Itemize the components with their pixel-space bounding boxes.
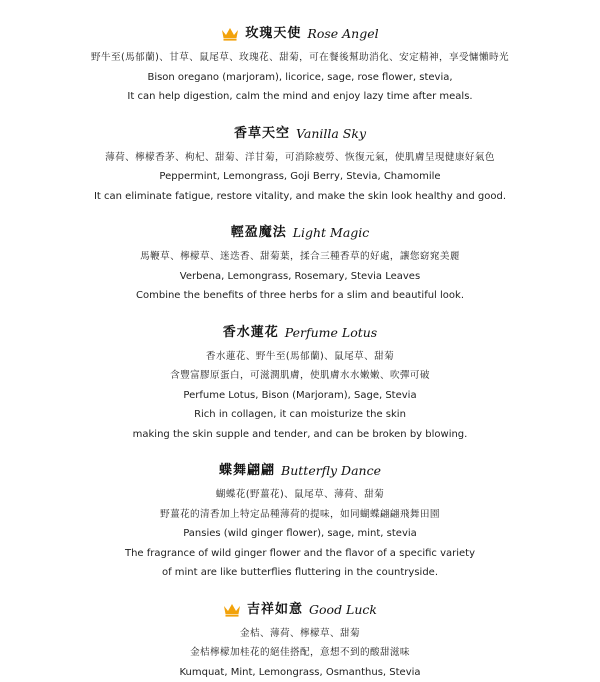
item-line: 含豐富膠原蛋白，可滋潤肌膚，使肌膚水水嫩嫩、吹彈可破 bbox=[0, 366, 600, 386]
item-line: 野牛至(馬郁蘭)、甘草、鼠尾草、玫瑰花、甜菊，可在餐後幫助消化、安定精神，享受慵懶時光 bbox=[0, 48, 600, 68]
menu-item-vanilla-sky bbox=[0, 122, 600, 207]
title-zh: 輕盈魔法 bbox=[231, 221, 287, 245]
item-title bbox=[0, 221, 600, 245]
item-line: It can eliminate fatigue, restore vitality, and make the skin look healthy and good. bbox=[0, 187, 600, 207]
menu-item-rose-angel bbox=[0, 22, 600, 107]
title-en: Good Luck bbox=[309, 598, 377, 622]
crown-icon bbox=[223, 603, 241, 617]
title-zh: 蝶舞翩翩 bbox=[219, 459, 275, 483]
item-title bbox=[0, 598, 600, 622]
item-line: 金桔、薄荷、檸檬草、甜菊 bbox=[0, 624, 600, 644]
item-line: Peppermint, Lemongrass, Goji Berry, Stevia, Chamomile bbox=[0, 167, 600, 187]
item-line: making the skin supple and tender, and can be broken by blowing. bbox=[0, 425, 600, 445]
menu-item-perfume-lotus bbox=[0, 321, 600, 445]
item-line: Kumquat, Mint, Lemongrass, Osmanthus, Stevia bbox=[0, 663, 600, 682]
item-title bbox=[0, 122, 600, 146]
title-zh: 吉祥如意 bbox=[247, 598, 303, 622]
title-en: Perfume Lotus bbox=[285, 321, 377, 345]
tea-menu bbox=[0, 22, 600, 682]
item-line: of mint are like butterflies fluttering in the countryside. bbox=[0, 563, 600, 583]
menu-item-light-magic bbox=[0, 221, 600, 306]
item-line: 香水蓮花、野牛至(馬郁蘭)、鼠尾草、甜菊 bbox=[0, 347, 600, 367]
title-en: Butterfly Dance bbox=[281, 459, 381, 483]
menu-item-butterfly-dance bbox=[0, 459, 600, 583]
item-line: 蝴蝶花(野薑花)、鼠尾草、薄荷、甜菊 bbox=[0, 485, 600, 505]
item-line: 薄荷、檸檬香茅、枸杞、甜菊、洋甘菊，可消除疲勞、恢復元氣，使肌膚呈現健康好氣色 bbox=[0, 148, 600, 168]
item-line: It can help digestion, calm the mind and enjoy lazy time after meals. bbox=[0, 87, 600, 107]
item-line: Combine the benefits of three herbs for a slim and beautiful look. bbox=[0, 286, 600, 306]
item-title bbox=[0, 22, 600, 46]
item-line: Bison oregano (marjoram), licorice, sage, rose flower, stevia, bbox=[0, 68, 600, 88]
title-en: Light Magic bbox=[293, 221, 370, 245]
item-line: 馬鞭草、檸檬草、迷迭香、甜菊葉，揉合三種香草的好處，讓您窈窕美麗 bbox=[0, 247, 600, 267]
item-line: Rich in collagen, it can moisturize the skin bbox=[0, 405, 600, 425]
crown-icon bbox=[221, 27, 239, 41]
item-line: The fragrance of wild ginger flower and the flavor of a specific variety bbox=[0, 544, 600, 564]
title-zh: 香水蓮花 bbox=[223, 321, 279, 345]
item-line: 野薑花的清香加上特定品種薄荷的提味，如同蝴蝶翩翩飛舞田園 bbox=[0, 505, 600, 525]
item-line: Verbena, Lemongrass, Rosemary, Stevia Leaves bbox=[0, 267, 600, 287]
item-line: 金桔檸檬加桂花的絕佳搭配，意想不到的酸甜滋味 bbox=[0, 643, 600, 663]
title-zh: 香草天空 bbox=[234, 122, 290, 146]
item-line: Perfume Lotus, Bison (Marjoram), Sage, Stevia bbox=[0, 386, 600, 406]
item-line: Pansies (wild ginger flower), sage, mint, stevia bbox=[0, 524, 600, 544]
title-en: Vanilla Sky bbox=[296, 122, 366, 146]
menu-item-good-luck bbox=[0, 598, 600, 682]
title-zh: 玫瑰天使 bbox=[245, 22, 301, 46]
item-title bbox=[0, 459, 600, 483]
item-title bbox=[0, 321, 600, 345]
title-en: Rose Angel bbox=[307, 22, 378, 46]
